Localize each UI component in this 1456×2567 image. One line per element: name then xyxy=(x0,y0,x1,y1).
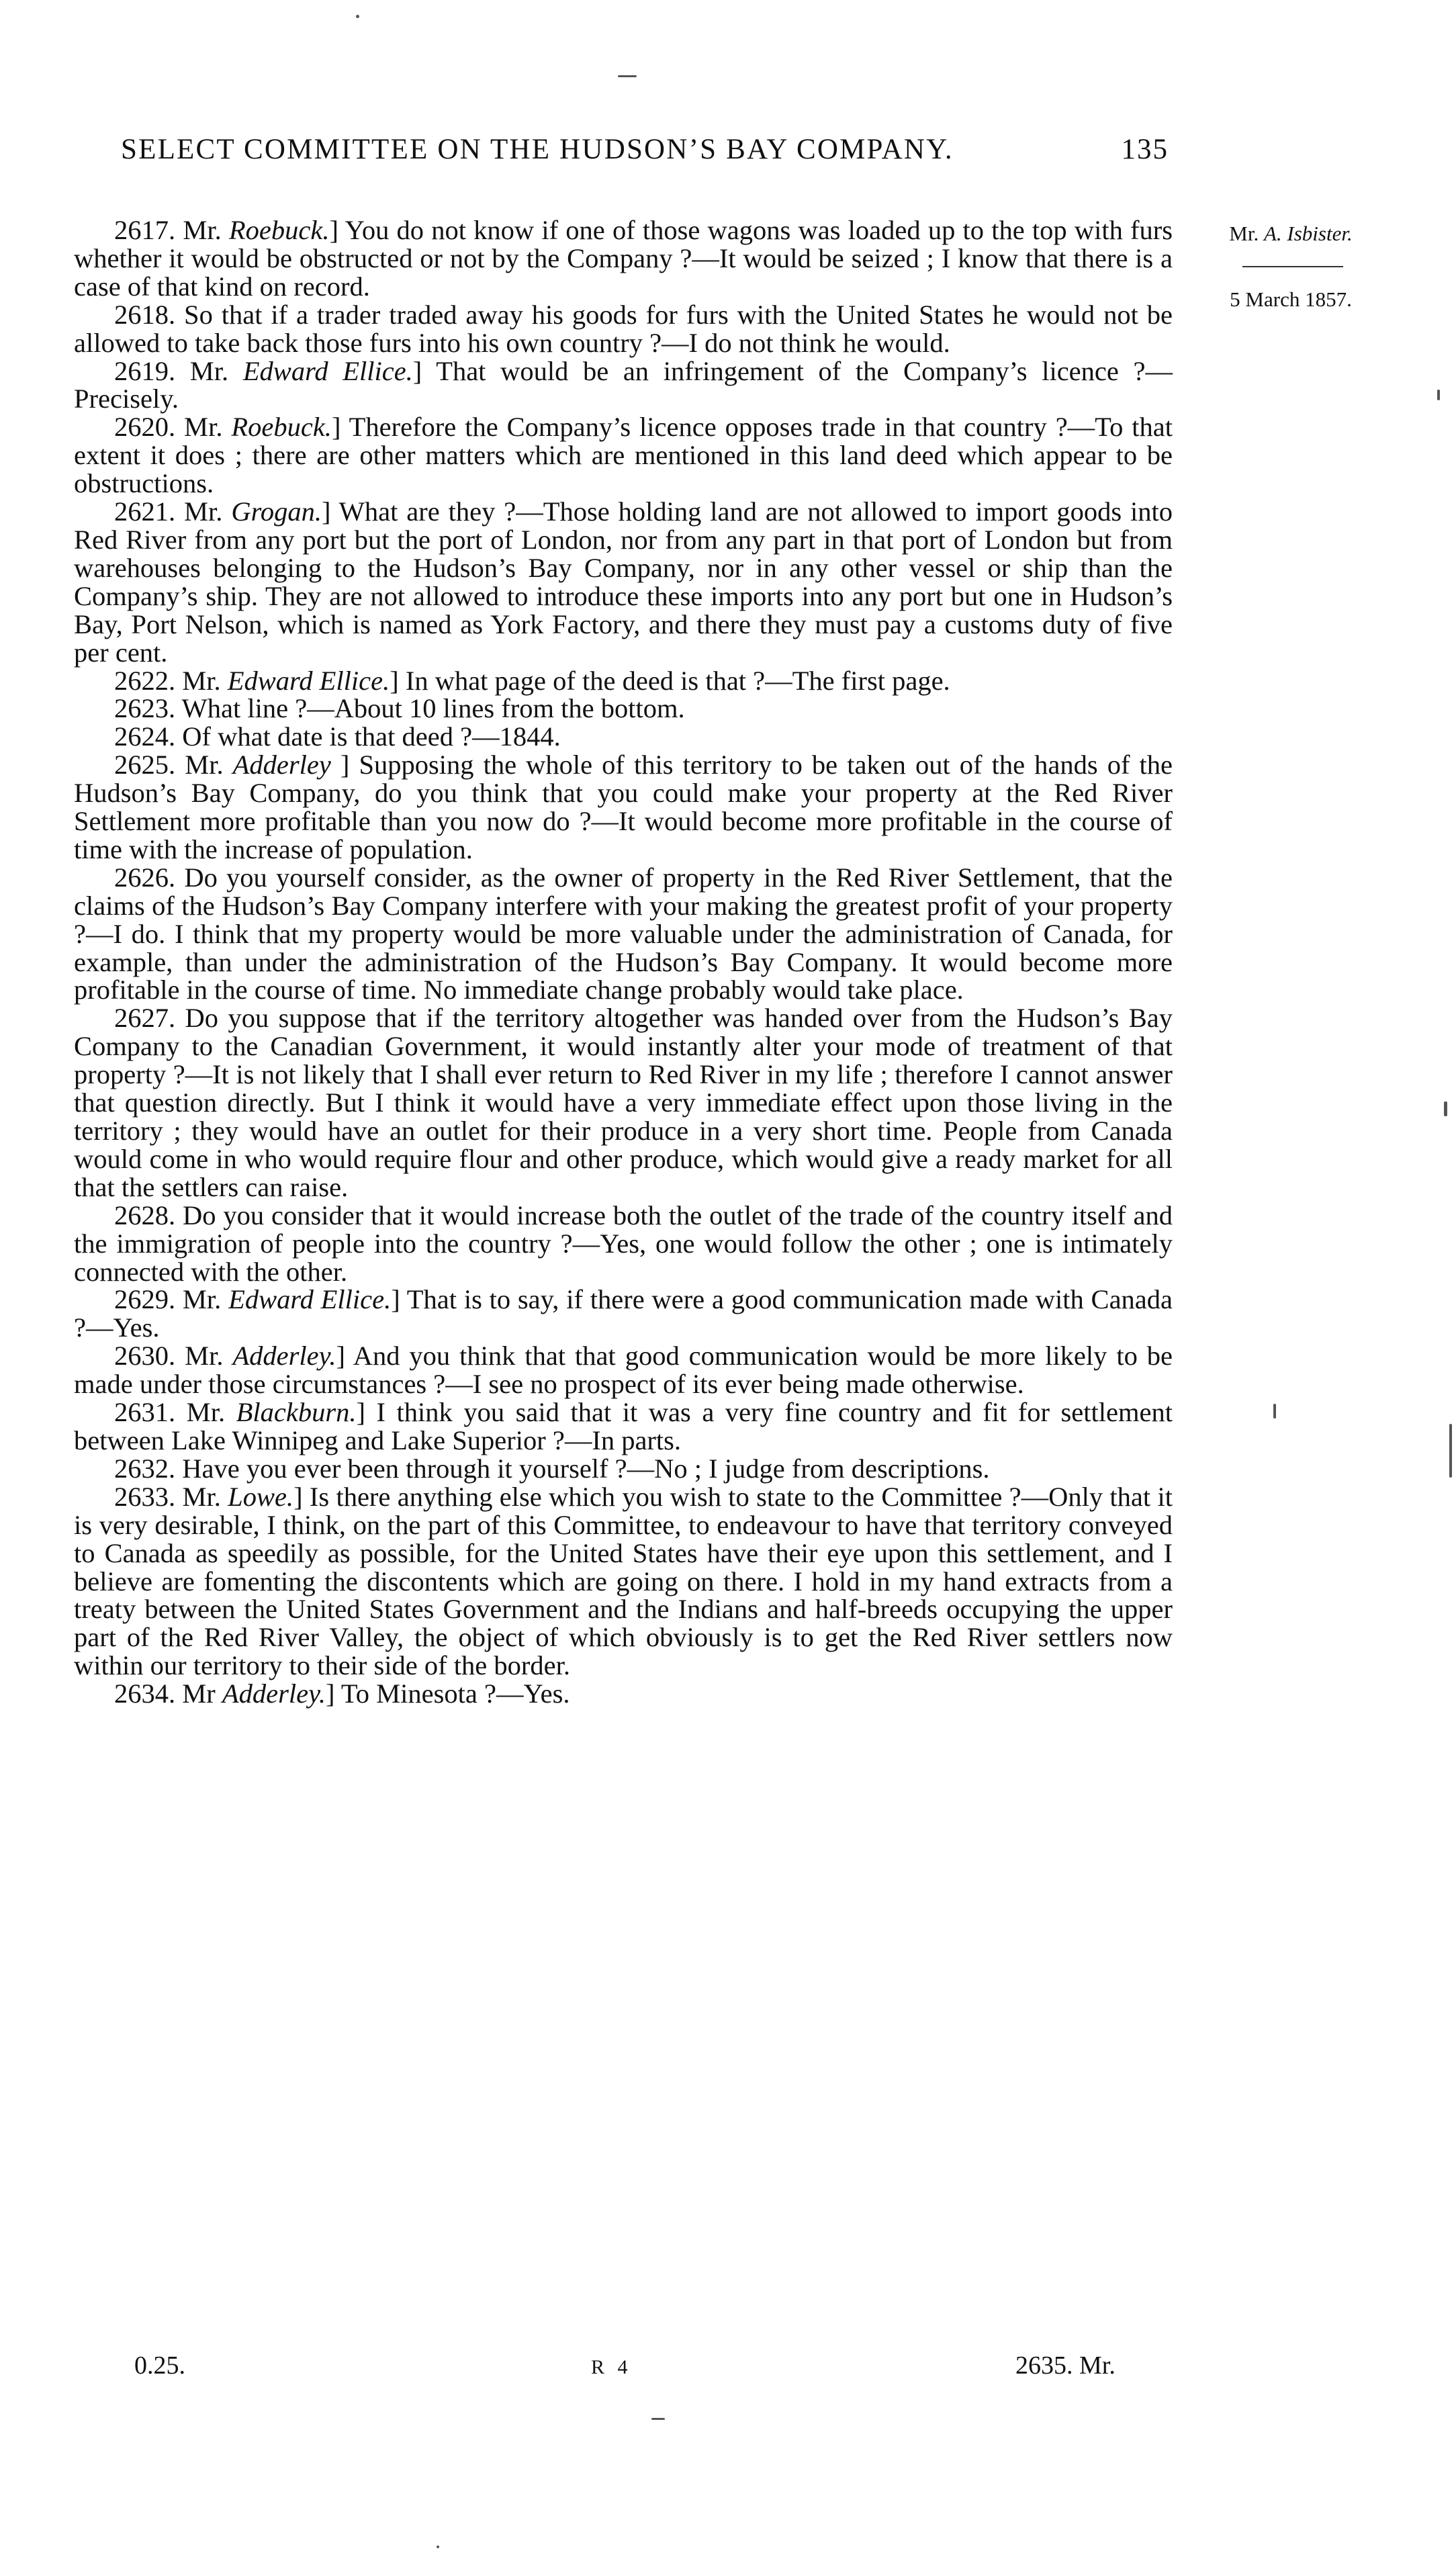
evidence-paragraph xyxy=(74,667,1173,695)
evidence-paragraph xyxy=(74,723,1173,751)
paragraph-text: 2621. Mr. xyxy=(114,496,232,527)
scan-speck xyxy=(1437,390,1440,400)
page-footer xyxy=(0,2351,1456,2384)
evidence-paragraph xyxy=(74,498,1173,666)
member-name: Adderley. xyxy=(232,1341,336,1371)
evidence-paragraph xyxy=(74,1342,1173,1398)
member-name: Grogan. xyxy=(231,496,322,527)
scan-speck xyxy=(1449,1424,1452,1478)
member-name: Roebuck. xyxy=(231,412,332,443)
footer-signature-letter: R 4 xyxy=(591,2356,632,2378)
evidence-paragraph xyxy=(74,1004,1173,1201)
paragraph-text: 2630. Mr. xyxy=(114,1341,233,1371)
paragraph-text: 2626. Do you yourself consider, as the owner of property in the Red River Settlement, that the claims of the Hudson’s Bay Company interfere with your making the greatest profit of your property ?—I do. I think that my property would be more valuable under the administration of Canada, for example, than under the administration of the Hudson’s Bay Company. It would become more profitable in the course of time. No immediate change probably would take place. xyxy=(74,862,1173,1005)
paragraph-text: ] And you think that that good communication would be more likely to be made under those circumstances ?—I see no prospect of its ever being made otherwise. xyxy=(74,1341,1173,1400)
paragraph-text: 2620. Mr. xyxy=(114,412,232,443)
evidence-paragraph xyxy=(74,864,1173,1005)
member-name: Edward Ellice. xyxy=(227,665,390,696)
paragraph-text: ] That is to say, if there were a good communication made with Canada ?—Yes. xyxy=(74,1284,1173,1343)
paragraph-text: 2624. Of what date is that deed ?—1844. xyxy=(114,721,561,752)
evidence-paragraph xyxy=(74,1202,1173,1286)
scan-speck xyxy=(356,15,359,18)
paragraph-text: 2622. Mr. xyxy=(114,665,228,696)
page-title: SELECT COMMITTEE ON THE HUDSON’S BAY COMPANY. xyxy=(121,134,954,165)
page-number: 135 xyxy=(1121,134,1169,165)
evidence-paragraph xyxy=(74,413,1173,498)
paragraph-text: 2619. Mr. xyxy=(114,355,243,386)
evidence-text xyxy=(74,216,1173,1708)
paragraph-text: ] Supposing the whole of this territory to be taken out of the hands of the Hudson’s Bay Company, do you think that you could make your property at the Red River Settlement more profitable than you now do ?—It would become more profitable in the course of time with the increase of population. xyxy=(74,750,1173,864)
paragraph-text: ] I think you said that it was a very fine country and fit for settlement between Lake Winnipeg and Lake Superior ?—In parts. xyxy=(74,1397,1173,1455)
scan-speck xyxy=(1444,1101,1447,1116)
evidence-paragraph xyxy=(74,694,1173,723)
member-name: Edward Ellice. xyxy=(242,355,413,386)
evidence-paragraph xyxy=(74,301,1173,357)
paragraph-text: ] What are they ?—Those holding land are not allowed to import goods into Red River from any port but the port of London, nor from any part in that port of London but from warehouses belonging to the Hudson’s Bay Company, nor in any other vessel or ship than the Company’s ship. They are not allowed to introduce these imports into any port but one in Hudson’s Bay, Port Nelson, which is named as York Factory, and there they must pay a customs duty of five per cent. xyxy=(74,496,1173,668)
member-name: Adderley. xyxy=(222,1678,326,1709)
paragraph-text: ] You do not know if one of those wagons was loaded up to the top with furs whether it would be obstructed or not by the Company ?—It would be seized ; I know that there is a case of that kind on record. xyxy=(74,215,1173,302)
evidence-paragraph xyxy=(74,216,1173,301)
paragraph-text: 2618. So that if a trader traded away his goods for furs with the United States he would not be allowed to take back those furs into his own country ?—I do not think he would. xyxy=(74,299,1173,358)
witness-name: A. Isbister. xyxy=(1263,222,1353,245)
evidence-paragraph xyxy=(74,1398,1173,1455)
member-name: Adderley xyxy=(232,750,331,780)
evidence-paragraph xyxy=(74,751,1173,864)
margin-witness-name xyxy=(1203,222,1378,246)
paragraph-text: ] Therefore the Company’s licence opposes trade in that country ?—To that extent it does ; there are other matters which are mentioned in this land deed which appear to be obstructions. xyxy=(74,412,1173,499)
paragraph-text: ] Is there anything else which you wish to state to the Committee ?—Only that it is very desirable, I think, on the part of this Committee, to endeavour to have that territory conveyed to Canada as speedily as possible, for the United States have their eye upon this settlement, and I believe are fomenting the discontents which are going on there. I hold in my hand extracts from a treaty between the United States Government and the Indians and half-breeds occupying the upper part of the Red River Valley, the object of which obviously is to get the Red River settlers now within our territory to their side of the border. xyxy=(74,1481,1173,1681)
member-name: Roebuck. xyxy=(228,215,330,245)
margin-date: 5 March 1857. xyxy=(1230,287,1352,311)
evidence-paragraph xyxy=(74,1455,1173,1483)
running-header xyxy=(121,133,1169,166)
evidence-paragraph xyxy=(74,1286,1173,1342)
scan-speck xyxy=(437,2546,439,2548)
paragraph-text: ] That would be an infringement of the Company’s licence ?—Precisely. xyxy=(74,355,1173,414)
footer-signature-mark: 0.25. xyxy=(134,2351,185,2380)
paragraph-text: 2633. Mr. xyxy=(114,1481,228,1512)
footer-catchword: 2635. Mr. xyxy=(1015,2351,1116,2380)
paragraph-text: 2627. Do you suppose that if the territory altogether was handed over from the Hudson’s Bay Company to the Canadian Government, it would instantly alter your mode of treatment of that property ?—It is not likely that I shall ever return to Red River in my life ; therefore I cannot answer that question directly. But I think it would have a very immediate effect upon those living in the territory ; they would have an outlet for their produce in a very short time. People from Canada would come in who would require flour and other produce, which would give a ready market for all that the settlers can raise. xyxy=(74,1003,1173,1202)
paragraph-text: ] In what page of the deed is that ?—The first page. xyxy=(390,665,950,696)
paragraph-text: 2634. Mr xyxy=(114,1678,222,1709)
paragraph-text: 2628. Do you consider that it would increase both the outlet of the trade of the country itself and the immigration of people into the country ?—Yes, one would follow the other ; one is intimately connected with the other. xyxy=(74,1200,1173,1287)
paragraph-text: 2632. Have you ever been through it yourself ?—No ; I judge from descriptions. xyxy=(114,1453,990,1484)
paragraph-text: 2631. Mr. xyxy=(114,1397,236,1428)
paragraph-text: 2625. Mr. xyxy=(114,750,233,780)
scan-speck xyxy=(651,2418,665,2420)
member-name: Blackburn. xyxy=(236,1397,357,1428)
paragraph-text: ] To Minesota ?—Yes. xyxy=(325,1678,570,1709)
paragraph-text: 2629. Mr. xyxy=(114,1284,229,1315)
evidence-paragraph xyxy=(74,1483,1173,1680)
member-name: Lowe. xyxy=(228,1481,294,1512)
witness-prefix: Mr. xyxy=(1229,222,1259,245)
scan-speck xyxy=(1273,1404,1276,1418)
member-name: Edward Ellice. xyxy=(228,1284,392,1315)
margin-divider xyxy=(1242,266,1343,267)
paragraph-text: 2617. Mr. xyxy=(114,215,229,245)
scan-speck xyxy=(618,75,637,77)
evidence-paragraph xyxy=(74,1680,1173,1708)
evidence-paragraph xyxy=(74,357,1173,414)
paragraph-text: 2623. What line ?—About 10 lines from the bottom. xyxy=(114,693,685,724)
